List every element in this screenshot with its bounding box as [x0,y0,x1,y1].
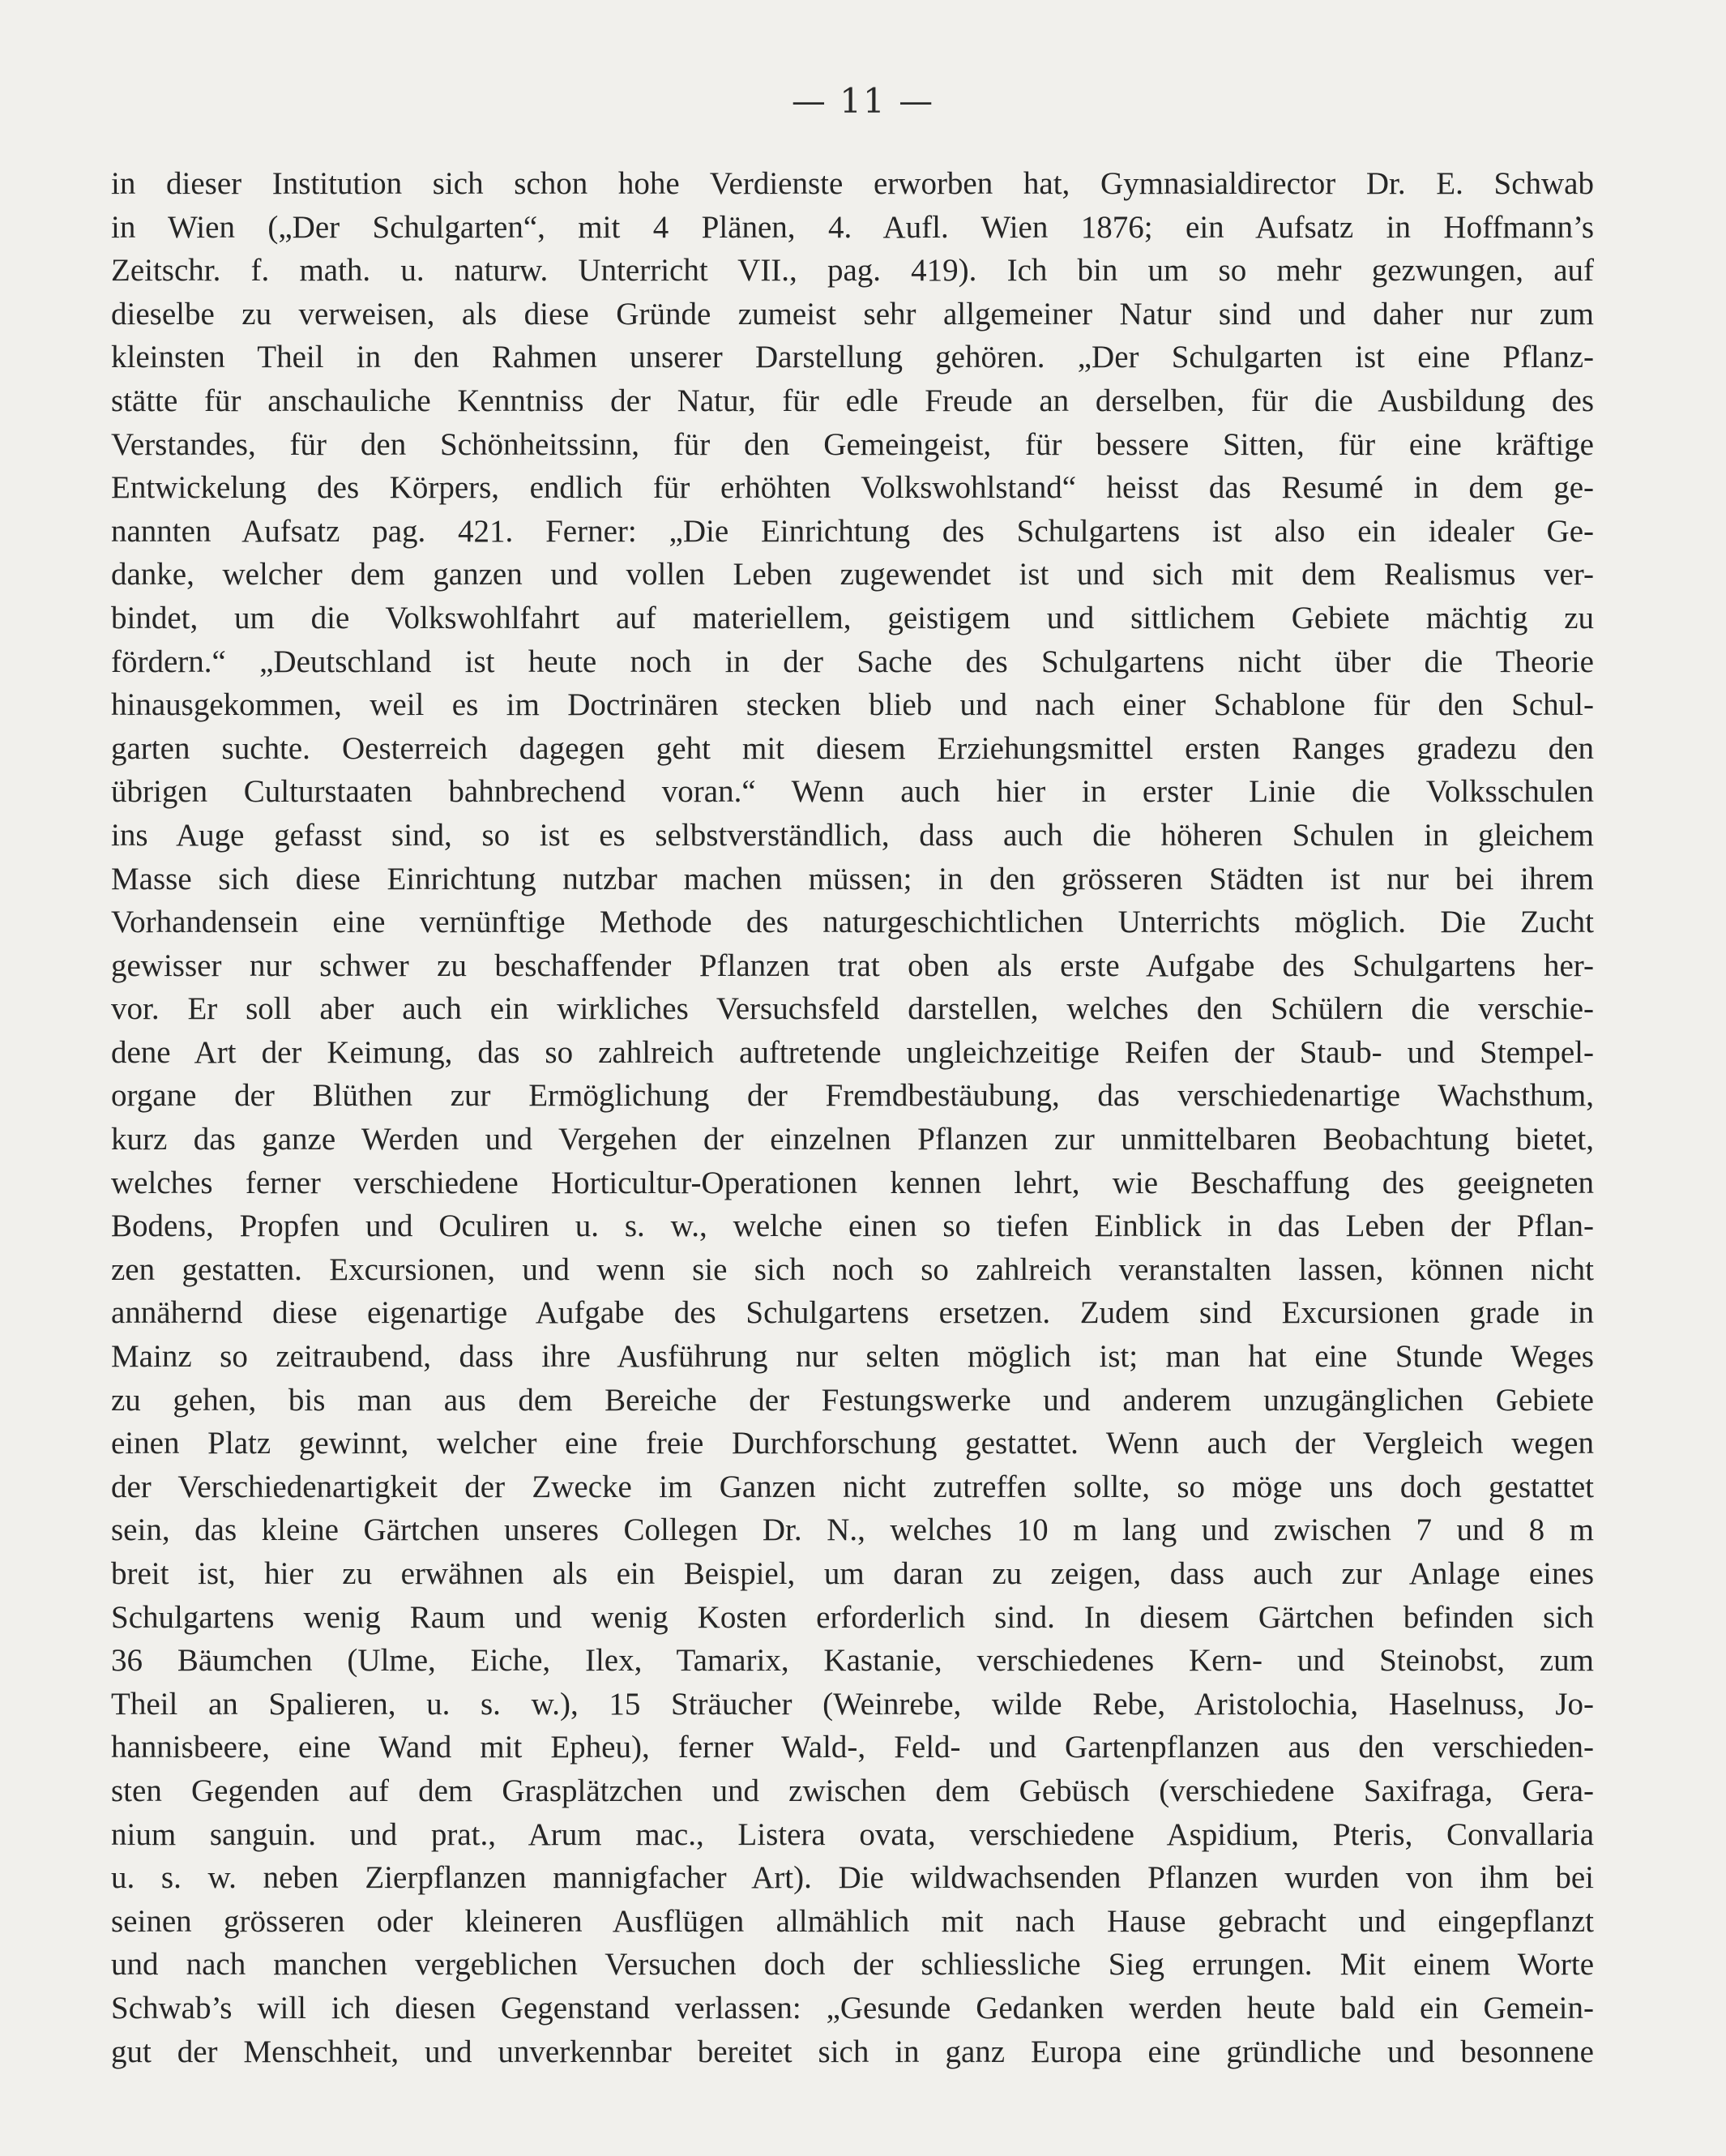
text-line: kurz das ganze Werden und Vergehen der einzelnen Pflanzen zur unmittelbaren Beobachtung bietet, [111,1122,1594,1157]
text-line: Theil an Spalieren, u. s. w.), 15 Sträucher (Weinrebe, wilde Rebe, Aristolochia, Haselnuss, Jo- [111,1686,1594,1722]
text-line: in dieser Institution sich schon hohe Verdienste erworben hat, Gymnasialdirector Dr. E. Schwab [111,166,1594,201]
text-line: und nach manchen vergeblichen Versuchen doch der schliessliche Sieg errungen. Mit einem Worte [111,1947,1594,1983]
text-line: Mainz so zeitraubend, dass ihre Ausführung nur selten möglich ist; man hat eine Stunde Weges [111,1339,1594,1375]
text-line: nannten Aufsatz pag. 421. Ferner: „Die Einrichtung des Schulgartens ist also ein idealer Ge- [111,513,1594,549]
text-line: garten suchte. Oesterreich dagegen geht mit diesem Erziehungsmittel ersten Ranges gradezu den [111,730,1594,766]
text-line: Verstandes, für den Schönheitssinn, für den Gemeingeist, für bessere Sitten, für eine kräftige [111,426,1594,462]
text-line: zen gestatten. Excursionen, und wenn sie sich noch so zahlreich veranstalten lassen, können nicht [111,1251,1594,1287]
text-line: gewisser nur schwer zu beschaffender Pflanzen trat oben als erste Aufgabe des Schulgartens her- [111,948,1594,983]
text-line: gut der Menschheit, und unverkennbar bereitet sich in ganz Europa eine gründliche und besonnene [111,2034,1594,2069]
text-line: hinausgekommen, weil es im Doctrinären stecken blieb und nach einer Schablone für den Schul- [111,687,1594,723]
text-line: nium sanguin. und prat., Arum mac., Listera ovata, verschiedene Aspidium, Pteris, Convallaria [111,1816,1594,1852]
text-line: fördern.“ „Deutschland ist heute noch in der Sache des Schulgartens nicht über die Theorie [111,644,1594,679]
text-line: bindet, um die Volkswohlfahrt auf materiellem, geistigem und sittlichem Gebiete mächtig zu [111,600,1594,635]
text-line: breit ist, hier zu erwähnen als ein Beispiel, um daran zu zeigen, dass auch zur Anlage eines [111,1556,1594,1591]
text-line: zu gehen, bis man aus dem Bereiche der Festungswerke und anderem unzugänglichen Gebiete [111,1382,1594,1418]
text-line: kleinsten Theil in den Rahmen unserer Darstellung gehören. „Der Schulgarten ist eine Pflanz- [111,340,1594,375]
text-line: einen Platz gewinnt, welcher eine freie Durchforschung gestattet. Wenn auch der Vergleich wegen [111,1426,1594,1461]
text-line: danke, welcher dem ganzen und vollen Leben zugewendet ist und sich mit dem Realismus ver- [111,557,1594,592]
text-line: stätte für anschauliche Kenntniss der Natur, für edle Freude an derselben, für die Ausbildung des [111,383,1594,418]
text-line: organe der Blüthen zur Ermöglichung der Fremdbestäubung, das verschiedenartige Wachsthum, [111,1078,1594,1114]
text-line: der Verschiedenartigkeit der Zwecke im Ganzen nicht zutreffen sollte, so möge uns doch gestattet [111,1469,1594,1504]
text-line: annähernd diese eigenartige Aufgabe des Schulgartens ersetzen. Zudem sind Excursionen grade in [111,1295,1594,1331]
text-line: dieselbe zu verweisen, als diese Gründe zumeist sehr allgemeiner Natur sind und daher nur zum [111,296,1594,332]
text-line: 36 Bäumchen (Ulme, Eiche, Ilex, Tamarix, Kastanie, verschiedenes Kern- und Steinobst, zum [111,1643,1594,1679]
text-line: Entwickelung des Körpers, endlich für erhöhten Volkswohlstand“ heisst das Resumé in dem ge- [111,470,1594,506]
text-line: Masse sich diese Einrichtung nutzbar machen müssen; in den grösseren Städten ist nur bei ihrem [111,861,1594,896]
text-line: ins Auge gefasst sind, so ist es selbstverständlich, dass auch die höheren Schulen in gleichem [111,817,1594,853]
text-line: seinen grösseren oder kleineren Ausflügen allmählich mit nach Hause gebracht und eingepflanzt [111,1903,1594,1939]
text-line: Bodens, Propfen und Oculiren u. s. w., welche einen so tiefen Einblick in das Leben der Pflan- [111,1208,1594,1244]
text-line: sten Gegenden auf dem Grasplätzchen und zwischen dem Gebüsch (verschiedene Saxifraga, Gera- [111,1773,1594,1808]
text-line: Vorhandensein eine vernünftige Methode des naturgeschichtlichen Unterrichts möglich. Die Zucht [111,905,1594,940]
text-line: übrigen Culturstaaten bahnbrechend voran.“ Wenn auch hier in erster Linie die Volksschulen [111,774,1594,810]
text-line: dene Art der Keimung, das so zahlreich auftretende ungleichzeitige Reifen der Staub- und Stempel- [111,1034,1594,1070]
text-line: Schulgartens wenig Raum und wenig Kosten erforderlich sind. In diesem Gärtchen befinden sich [111,1599,1594,1635]
text-line: u. s. w. neben Zierpflanzen mannigfacher Art). Die wildwachsenden Pflanzen wurden von ihm bei [111,1860,1594,1896]
text-line: vor. Er soll aber auch ein wirkliches Versuchsfeld darstellen, welches den Schülern die verschie- [111,991,1594,1027]
text-line: welches ferner verschiedene Horticultur-Operationen kennen lehrt, wie Beschaffung des geeigneten [111,1165,1594,1200]
page-number: — 11 — [791,81,935,121]
text-line: sein, das kleine Gärtchen unseres Collegen Dr. N., welches 10 m lang und zwischen 7 und 8 m [111,1512,1594,1548]
text-line: hannisbeere, eine Wand mit Epheu), ferner Wald-, Feld- und Gartenpflanzen aus den verschieden- [111,1730,1594,1765]
text-line: Schwab’s will ich diesen Gegenstand verlassen: „Gesunde Gedanken werden heute bald ein Gemein- [111,1990,1594,2026]
text-line: in Wien („Der Schulgarten“, mit 4 Plänen, 4. Aufl. Wien 1876; ein Aufsatz in Hoffmann’s [111,209,1594,245]
text-line: Zeitschr. f. math. u. naturw. Unterricht VII., pag. 419). Ich bin um so mehr gezwungen, auf [111,253,1594,289]
body-text [111,162,1594,2073]
